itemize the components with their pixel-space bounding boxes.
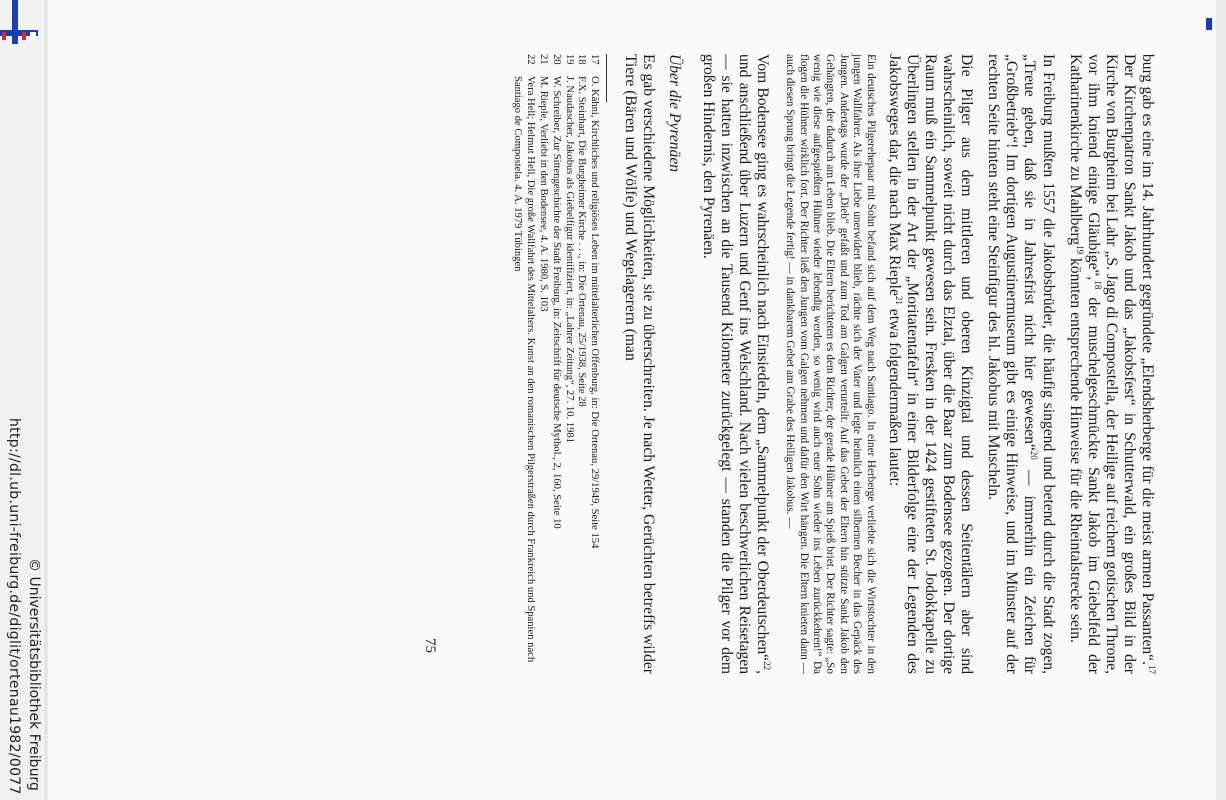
footnote: 17 O. Kähni, Kirchliches und religiöses Leben im mittelalterlichen Offenburg, in: Die Ortenau, 29/1949, Seite 154 (589, 54, 601, 549)
paragraph-1: burg gab es eine im 14. Jahrhundert gegründete „Elendsherberge für die meist armen Passanten“.$^{17}$ Der Kirchenpatron Sankt Jakob und das „Jakobsfest“ in Schutterwald, ein großes Bild in der Kirche von Burgheim bei Lahr „S. Jago di Compostella, der Heilige auf reichem gotischen Throne, vor ihm kniend einige Gläubige“,$^{18}$ der muschelgeschmückte Sankt Jakob im Giebelfeld der Katharinenkirche zu Mahlberg$^{19}$ könnten entsprechende Hinweise für die Rheintalstrecke sein. (1066, 54, 1158, 674)
legend-text: Ein deutsches Pilgerehepaar mit Sohn befand sich auf dem Weg nach Santiago. In einer Herberge verliebte sich die Wirtstochter in den jungen Wallfahrer. Als ihre Liebe unerwidert blieb, rächte sich der Vater und legte heimlich einen silbernen Becher in das Gepäck des Jungen. Andertags wurde der „Dieb“ gefaßt und zum Tod am Galgen verurteilt. Auf das Gebet der Eltern hin stützte Sankt Jakob den Gehängten, der dadurch am Leben blieb. Die Eltern berichteten es dem Richter, der gerade Hühner am Spieß briet. Der Richter sagte: „So wenig wie diese aufgespießten Hühner wieder lebendig werden, so wenig wird auch euer Sohn wieder ins Leben zurückkehren!“ Da flogen die Hühner wirklich fort. Der Richter ließ den Jungen vom Galgen nehmen und dafür den Wirt hängen. Die Eltern knieten dann — auch diesen Sprung bringt die Legende fertig! — in dankbarem Gebet am Grabe des Heiligen Jakobus. — (784, 54, 877, 674)
body-text-2 (698, 54, 773, 674)
paragraph-4: Vom Bodensee ging es wahrscheinlich nach Einsiedeln, dem „Sammelpunkt der Oberdeutschen“$^{22}$, und anschließend über Luzern und Genf ins Welschland. Nach vielen beschwerlichen Reisetagen — sie hatten inzwischen an die Tausend Kilometer zurückgelegt — standen die Pilger vor dem großen Hindernis, den Pyrenäen. (699, 54, 773, 674)
footnote-divider (606, 54, 607, 102)
footnotes (511, 54, 601, 674)
body-text-3 (621, 54, 657, 674)
rotated-page-content (396, 0, 1156, 800)
scanned-page (48, 0, 1216, 800)
text-column (511, 54, 1156, 674)
footnote: 19 J. Naudascher, Jakobus als Giebelfigur identifiziert, in: „Lahrer Zeitung“, 27. 10. 1981 (563, 54, 575, 444)
paragraph-2: In Freiburg mußten 1557 die Jakobsbrüder, die häufig singend und betend durch die Stadt zogen, „Treue geben, daß sie in Jahresfrist nicht hier gewesen“$^{20}$ — immerhin ein Zeichen für „Großbetrieb“! Im dortigen Augustinermuseum gibt es einige Hinweise, und im Münster auf der rechten Seite hinten steht eine Steinfigur des hl. Jakobus mit Muscheln. (985, 54, 1057, 674)
footnote: 20 W. Schreiber, Zur Sittengeschichte der Stadt Freiburg, in: Zeitschrift für deutsche Mythol., 2, 160, Seite 10 (550, 54, 562, 529)
scan-credits (4, 0, 44, 800)
body-text (885, 54, 1156, 674)
footnote: 21 M. Rieple, Verliebt in den Bodensee, 4. A. 1980, S. 103 (538, 54, 549, 312)
footnote: 22 Vera Hell; Helmut Hell, Die große Wallfahrt des Mittelalters. Kunst an den romanischen Pilgerstraßen durch Frankreich und Spanien nach Santiago de Compostela. 4. A. 1979 Tübingen (512, 54, 537, 663)
paragraph-3: Die Pilger aus dem mittleren und oberen Kinzigtal und dessen Seitentälern aber sind wahrscheinlich, soweit nicht durch das Elztal, über die Baar zum Bodensee gezogen. Der dortige Raum muß ein Sammelpunkt gewesen sein. Fresken in der 1424 gestifteten St. Jodokkapelle zu Überlingen stellen in der Art der „Moritatentafeln“ in einer Bilderfolge eine der Legenden des Jakobsweges dar, die nach Max Rieple$^{21}$ etwa folgendermaßen lautet: (885, 54, 976, 674)
page-number: 75 (422, 638, 438, 653)
source-url[interactable]: http://dl.ub.uni-freiburg.de/diglit/ortenau1982/0077 (6, 418, 22, 795)
right-edge-marker (1206, 18, 1212, 30)
copyright-notice: © Universitätsbibliothek Freiburg (26, 558, 42, 791)
footnote: 18 F.X. Steinhart, Die Burgheimer Kirche . . ., in: Die Ortenau, 25/1938, Seite 28 (576, 54, 588, 407)
section-heading: Über die Pyrenäen (666, 54, 684, 173)
paragraph-5: Es gab verschiedene Möglichkeiten, sie zu überschreiten. Je nach Wetter, Gerüchten betreffs wilder Tiere (Bären und Wölfe) und Wegelagerern (man (622, 54, 658, 674)
